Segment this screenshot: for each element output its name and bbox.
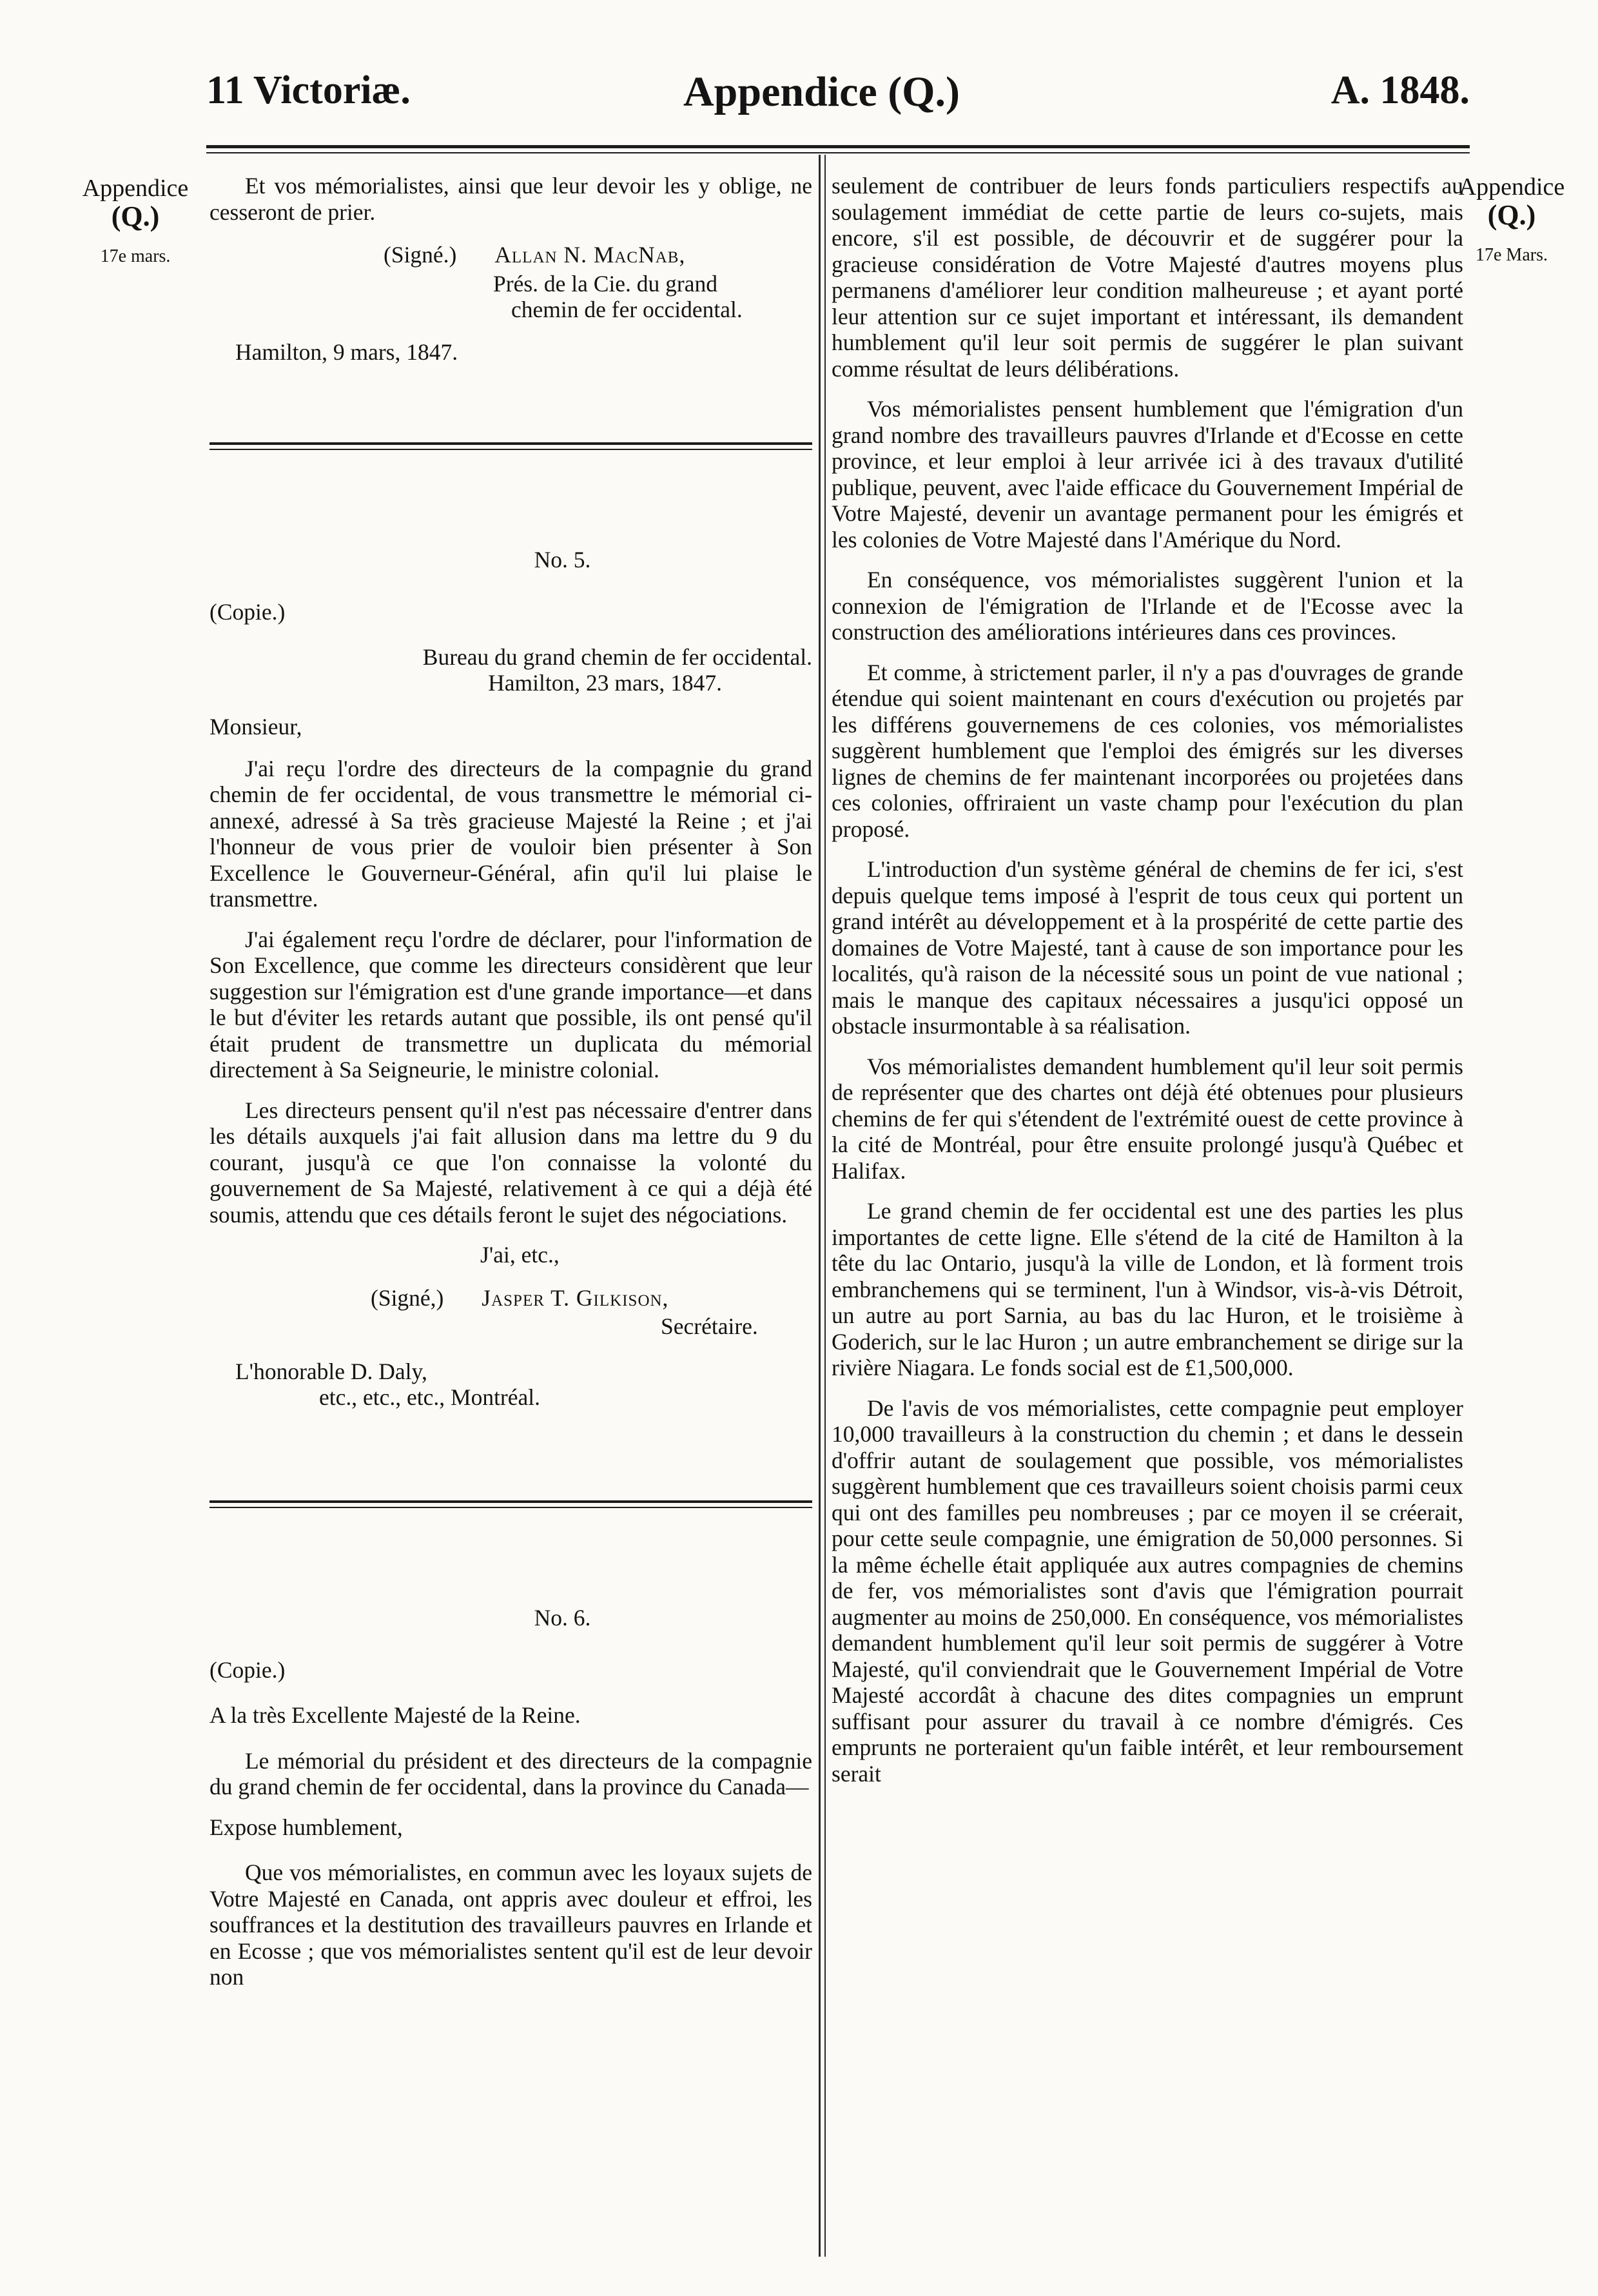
paragraph: Que vos mémorialistes, en commun avec les loyaux sujets de Votre Majesté en Canada, ont appris avec douleur et effroi, les souffrances et la destitution des travailleurs pauvres en Irlande et en Ecosse ; que vos mémorialistes sentent qu'il est de leur devoir non <box>209 1859 812 1990</box>
signature-macnab <box>209 242 812 268</box>
expose-line: Expose humblement, <box>209 1814 403 1840</box>
margin-q: (Q.) <box>1487 199 1536 231</box>
recipient-name: L'honorable D. Daly, <box>235 1359 427 1384</box>
header-title: Appendice (Q.) <box>683 68 960 115</box>
paragraph: Et vos mémorialistes, ainsi que leur devoir les y oblige, ne cesseront de prier. <box>209 173 812 225</box>
paragraph: Vos mémorialistes demandent humblement qu'il leur soit permis de représenter que des chartes ont déjà été obtenues pour plusieurs chemins de fer qui s'étendent de l'extrémité ouest de cette province à la cité de Montréal, pour être ensuite prolongé jusqu'à Québec et Halifax. <box>832 1053 1463 1184</box>
signature-name: Jasper T. Gilkison, <box>482 1284 669 1311</box>
document-number: No. 5. <box>534 547 591 573</box>
recipient <box>235 1359 812 1410</box>
signature-label: (Signé,) <box>371 1284 444 1311</box>
header-volume: 11 Victoriæ. <box>206 68 411 112</box>
document-number: No. 6. <box>534 1605 591 1631</box>
letterhead-place-date: Hamilton, 23 mars, 1847. <box>488 670 722 696</box>
margin-note-right <box>1444 173 1579 270</box>
copy-label: (Copie.) <box>209 1656 286 1683</box>
letterhead-office: Bureau du grand chemin de fer occidental. <box>422 644 812 670</box>
margin-date: 17e mars. <box>100 246 171 266</box>
margin-label: Appendice <box>1458 173 1565 201</box>
paragraph: Le mémorial du président et des directeurs de la compagnie du grand chemin de fer occidental, dans la province du Canada— <box>209 1747 812 1800</box>
header-rule <box>206 145 1470 148</box>
header-rule-thin <box>206 152 1470 153</box>
paragraph: J'ai reçu l'ordre des directeurs de la compagnie du grand chemin de fer occidental, de vous transmettre le mémorial ci-annexé, adressé à Sa très gracieuse Majesté la Reine ; et j'ai l'honneur de vous prier de vouloir bien présenter à Son Excellence le Gouverneur-Général, afin qu'il lui plaise le transmettre. <box>209 755 812 912</box>
paragraph: Vos mémorialistes pensent humblement que l'émigration d'un grand nombre des travailleurs pauvres d'Irlande et d'Ecosse en cette province, et leur emploi à leur arrivée ici à des travaux d'utilité publique, peuvent, avec l'aide efficace du Gouvernement Impérial de Votre Majesté, devenir un avantage permanent pour les émigrés et les colonies de Votre Majesté dans l'Amérique du Nord. <box>832 396 1463 553</box>
margin-note-left <box>68 174 203 271</box>
signature-role: Secrétaire. <box>661 1313 758 1339</box>
paragraph: J'ai également reçu l'ordre de déclarer, pour l'information de Son Excellence, que comme les directeurs considèrent que leur suggestion sur l'émigration est d'une grande importance—et dans le but d'éviter les retards autant que possible, ils ont pensé qu'il était prudent de transmettre un duplicata du mémorial directement à Sa Seigneurie, le ministre colonial. <box>209 926 812 1083</box>
signature-name: Allan N. MacNab, <box>494 242 686 268</box>
paragraph: Les directeurs pensent qu'il n'est pas nécessaire d'entrer dans les détails auxquels j'ai fait allusion dans ma lettre du 9 du courant, jusqu'à ce que l'on connaisse la volonté du gouvernement de Sa Majesté, relativement à ce qui a déjà été soumis, attendu que ces détails feront le sujet des négociations. <box>209 1097 812 1228</box>
section-rule <box>209 1500 812 1503</box>
copy-label: (Copie.) <box>209 598 286 625</box>
margin-label: Appendice <box>82 175 189 202</box>
signature-role <box>209 271 812 322</box>
column-divider <box>819 155 821 2257</box>
signature-role-line: Prés. de la Cie. du grand <box>493 270 718 297</box>
paragraph: Le grand chemin de fer occidental est une des parties les plus importantes de cette ligne. Elle s'étend de la cité de Hamilton à la tête du lac Ontario, jusqu'à la ville de London, et là forment trois embranchemens qui se terminent, l'un à Windsor, vis-à-vis Détroit, un autre au port Sarnia, au bas du lac Huron, et le troisième à Goderich, sur le lac Huron ; un autre embranchement se dirige sur la rivière Niagara. Le fonds social est de £1,500,000. <box>832 1198 1463 1380</box>
header-year: A. 1848. <box>1330 68 1470 112</box>
paragraph: L'introduction d'un système général de chemins de fer ici, s'est depuis quelque tems imposé à l'esprit de tous ceux qui portent un grand intérêt au développement et à la prospérité de cette partie des domaines de Votre Majesté, tant à cause de son importance pour les localités, qu'à raison de la nécessité sous un point de vue national ; mais le manque des capitaux nécessaires a jusqu'ici opposé un obstacle insurmontable à sa réalisation. <box>832 856 1463 1039</box>
place-date: Hamilton, 9 mars, 1847. <box>235 339 458 365</box>
recipient-detail: etc., etc., etc., Montréal. <box>319 1384 541 1410</box>
signature-role-line: chemin de fer occidental. <box>511 296 743 322</box>
paragraph: De l'avis de vos mémorialistes, cette compagnie peut employer 10,000 travailleurs à la construction du chemin ; et dans le dessein d'offrir autant de soulagement que possible, vos mémorialistes suggèrent humblement que ces travailleurs soient choisis parmi ceux qui ont des familles peu nombreuses ; par ce moyen il se créerait, pour cette seule compagnie, une émigration de 50,000 personnes. Si la même échelle était appliquée aux autres compagnies de chemins de fer, vos mémorialistes sont d'avis que l'émigration pourrait augmenter au moins de 250,000. En conséquence, vos mémorialistes demandent humblement qu'il leur soit permis de suggérer à Votre Majesté, qu'il conviendrait que le Gouvernement Impérial de Votre Majesté accordât à chacune des dites compagnies un emprunt suffisant pour assurer du travail à ce nombre d'émigrés. Ces emprunts ne porteraient qu'un faible intérêt, et leur remboursement serait <box>832 1395 1463 1787</box>
left-column <box>209 173 812 2005</box>
closing: J'ai, etc., <box>480 1242 560 1268</box>
margin-date: 17e Mars. <box>1476 245 1548 265</box>
address-line: A la très Excellente Majesté de la Reine. <box>209 1702 581 1728</box>
right-column <box>832 173 1463 1801</box>
paragraph: seulement de contribuer de leurs fonds particuliers respectifs au soulagement immédiat de cette partie de leurs co-sujets, mais encore, s'il est possible, de découvrir et de suggérer pour la gracieuse considération de Votre Majesté d'autres moyens plus permanens d'améliorer leur condition malheureuse ; et ayant porté leur attention sur ce sujet important et intéressant, ils demandent humblement qu'il leur soit permis de suggérer le plan suivant comme résultat de leurs délibérations. <box>832 173 1463 382</box>
salutation: Monsieur, <box>209 714 302 740</box>
section-rule-thin <box>209 449 812 450</box>
paragraph: Et comme, à strictement parler, il n'y a pas d'ouvrages de grande étendue qui soient maintenant en cours d'exécution ou projetés par les différens gouvernemens de ces colonies, vos mémorialistes suggèrent humblement que l'emploi des émigrés sur les diverses lignes de chemins de fer maintenant incorporées ou projetées dans ces colonies, offriraient un vaste champ pour l'exécution du plan proposé. <box>832 659 1463 842</box>
section-rule-thin <box>209 1507 812 1508</box>
margin-q: (Q.) <box>111 201 160 232</box>
letterhead <box>209 644 812 696</box>
signature-gilkison <box>209 1285 812 1311</box>
column-divider-thin <box>824 155 826 2257</box>
running-header <box>206 61 1470 139</box>
paragraph: En conséquence, vos mémorialistes suggèrent l'union et la connexion de l'émigration de l'Irlande et de l'Ecosse avec la construction des améliorations intérieures dans ces provinces. <box>832 567 1463 645</box>
section-rule <box>209 442 812 445</box>
signature-label: (Signé.) <box>384 242 457 268</box>
